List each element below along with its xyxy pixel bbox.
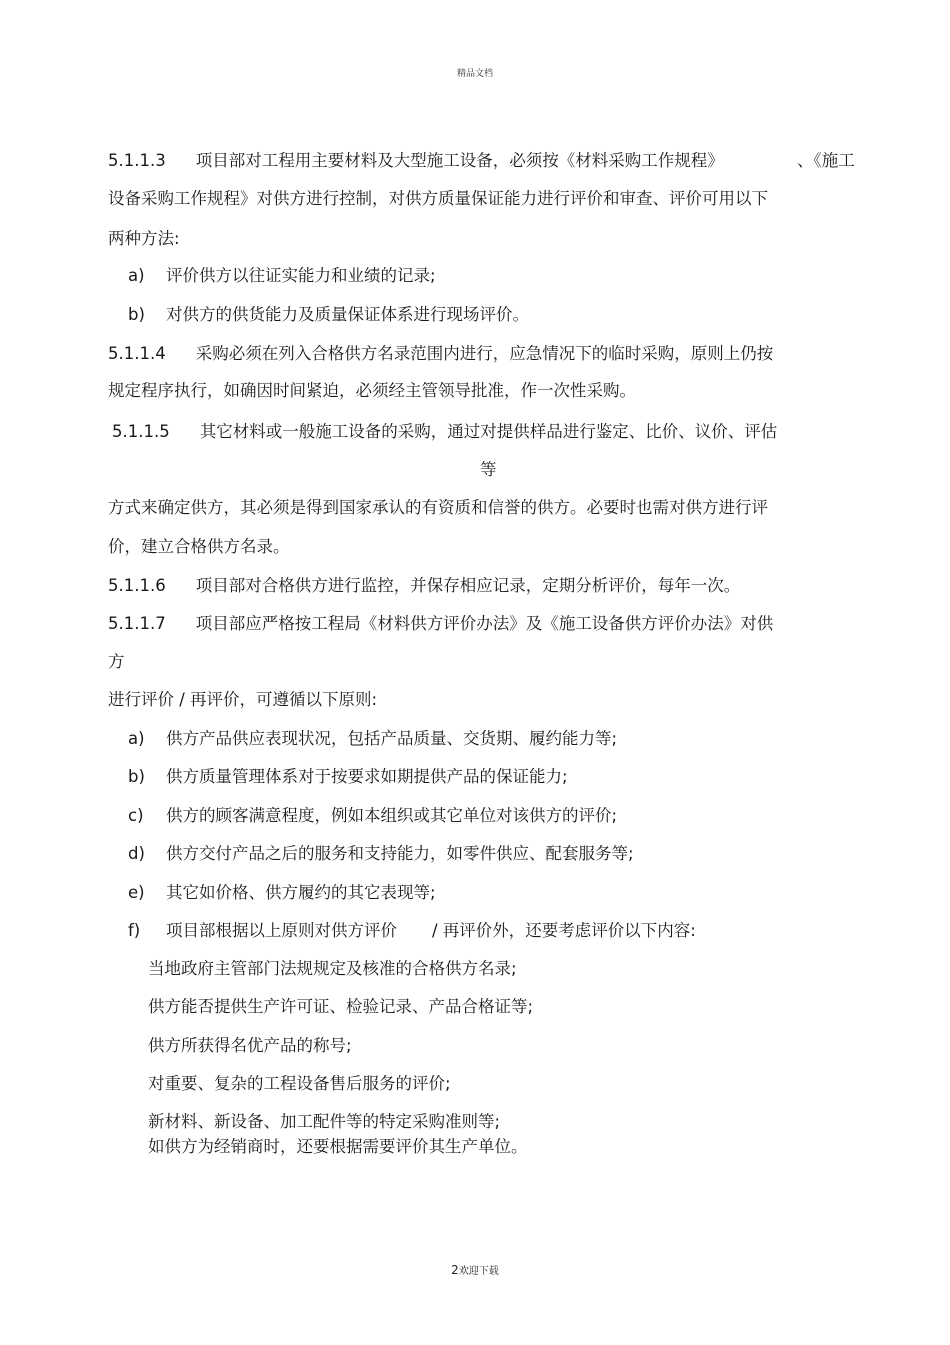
list-item: 对供方的供货能力及质量保证体系进行现场评价。 — [166, 305, 529, 324]
paragraph-text: 项目部应严格按工程局《材料供方评价办法》及《施工设备供方评价办法》对供 — [195, 614, 774, 633]
sub-item: 当地政府主管部门法规规定及核准的合格供方名录; — [148, 959, 517, 978]
section-5115-line1 — [112, 421, 777, 443]
sub-item: 对重要、复杂的工程设备售后服务的评价; — [148, 1074, 451, 1093]
paragraph-text: 两种方法: — [108, 229, 180, 248]
section-number: 5.1.1.6 — [108, 576, 166, 595]
list-marker: d) — [128, 844, 145, 863]
sub-item: 如供方为经销商时，还要根据需要评价其生产单位。 — [148, 1137, 528, 1156]
sub-item: 新材料、新设备、加工配件等的特定采购准则等; — [148, 1112, 501, 1131]
section-number: 5.1.1.7 — [108, 614, 166, 633]
list-marker: b) — [128, 767, 145, 786]
list-marker: b) — [128, 305, 145, 324]
list-item: 其它如价格、供方履约的其它表现等; — [166, 883, 436, 902]
paragraph-text: 采购必须在列入合格供方名录范围内进行，应急情况下的临时采购，原则上仍按 — [195, 344, 774, 363]
list-item: 供方质量管理体系对于按要求如期提供产品的保证能力; — [166, 767, 568, 786]
section-number: 5.1.1.3 — [108, 151, 166, 170]
section-5114-line1 — [108, 343, 773, 365]
sub-item: 供方所获得名优产品的称号; — [148, 1036, 352, 1055]
list-item: 评价供方以往证实能力和业绩的记录; — [166, 266, 436, 285]
section-number: 5.1.1.5 — [112, 422, 170, 441]
page-footer — [0, 1262, 950, 1277]
paragraph-text: 等 — [480, 460, 497, 479]
paragraph-text: 方 — [108, 652, 125, 671]
list-item-continuation: / 再评价外，还要考虑评价以下内容: — [432, 921, 696, 940]
list-marker: a) — [128, 729, 145, 748]
footer-text: 欢迎下载 — [458, 1266, 499, 1277]
paragraph-text: 方式来确定供方，其必须是得到国家承认的有资质和信誉的供方。必要时也需对供方进行评 — [108, 498, 768, 517]
paragraph-text: 项目部对合格供方进行监控，并保存相应记录，定期分析评价，每年一次。 — [195, 576, 741, 595]
list-item: 项目部根据以上原则对供方评价 — [166, 921, 397, 940]
list-item: 供方的顾客满意程度，例如本组织或其它单位对该供方的评价; — [166, 806, 618, 825]
list-item: 供方产品供应表现状况，包括产品质量、交货期、履约能力等; — [166, 729, 618, 748]
section-number: 5.1.1.4 — [108, 344, 166, 363]
page-header: 精品文档 — [456, 69, 493, 79]
paragraph-text: 设备采购工作规程》对供方进行控制，对供方质量保证能力进行评价和审查、评价可用以下 — [108, 189, 768, 208]
paragraph-text: 项目部对工程用主要材料及大型施工设备，必须按《材料采购工作规程》 — [195, 151, 724, 170]
paragraph-text: 进行评价 / 再评价，可遵循以下原则: — [108, 690, 378, 709]
section-5116-line1 — [108, 575, 740, 597]
list-marker: c) — [128, 806, 144, 825]
paragraph-text: 、《施工 — [797, 151, 855, 170]
section-5117-line1 — [108, 613, 773, 635]
paragraph-text: 规定程序执行，如确因时间紧迫，必须经主管领导批准，作一次性采购。 — [108, 381, 636, 400]
page-number: 2 — [451, 1263, 459, 1277]
list-marker: e) — [128, 883, 145, 902]
list-item: 供方交付产品之后的服务和支持能力，如零件供应、配套服务等; — [166, 844, 634, 863]
paragraph-text: 价，建立合格供方名录。 — [108, 537, 290, 556]
paragraph-text: 其它材料或一般施工设备的采购，通过对提供样品进行鉴定、比价、议价、评估 — [199, 422, 778, 441]
section-5113-line1 — [108, 150, 724, 172]
sub-item: 供方能否提供生产许可证、检验记录、产品合格证等; — [148, 997, 534, 1016]
list-marker: f) — [128, 921, 141, 940]
list-marker: a) — [128, 266, 145, 285]
